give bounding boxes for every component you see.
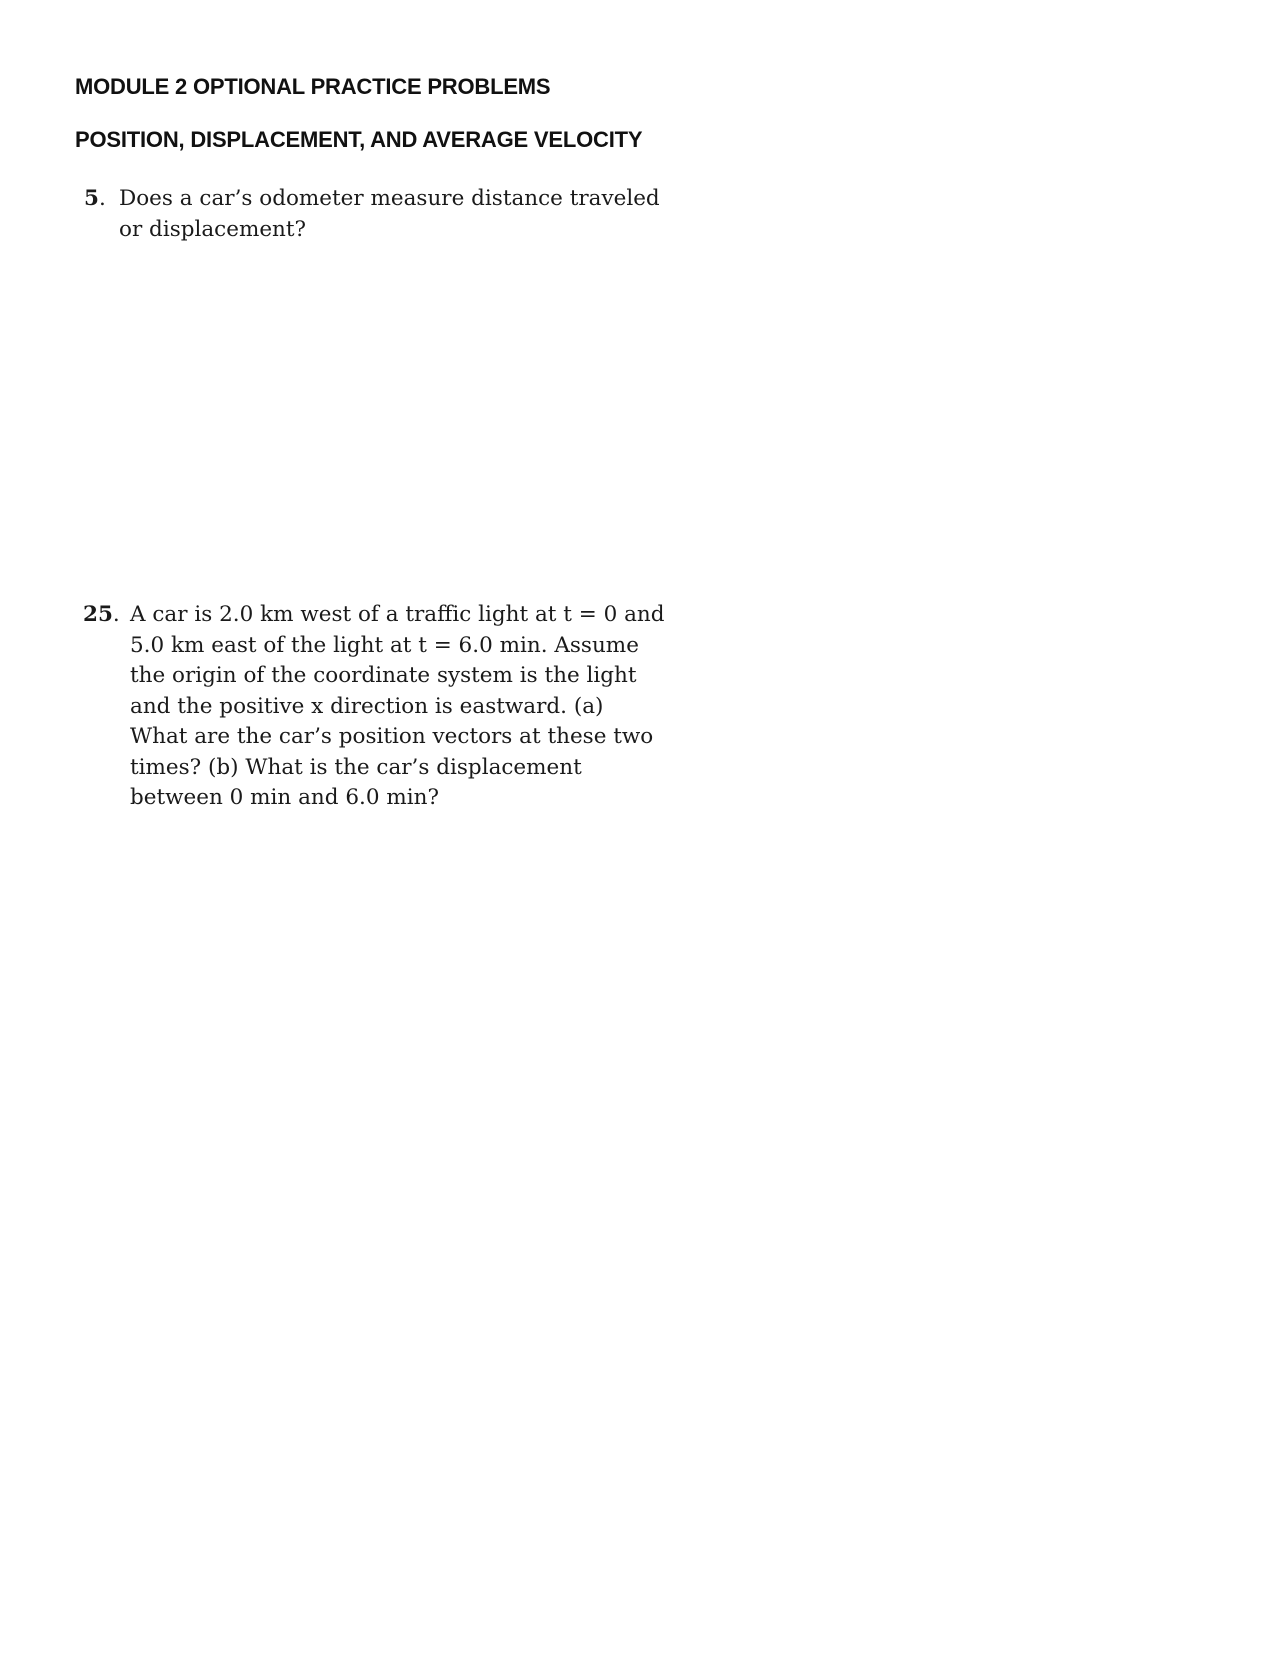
problem-line: 5.0 km east of the light at t = 6.0 min. Assume xyxy=(130,632,639,658)
problem-line: What are the car’s position vectors at these two xyxy=(130,724,654,749)
problem-line: and the positive x direction is eastward. (a) xyxy=(130,693,604,719)
problem-line: times? (b) What is the car’s displacement xyxy=(130,754,582,780)
problem-line: A car is 2.0 km west of a traffic light at t = 0 and xyxy=(130,602,665,627)
page-title: MODULE 2 OPTIONAL PRACTICE PROBLEMS xyxy=(75,74,551,99)
problem-line: Does a car’s odometer measure distance traveled xyxy=(119,186,660,211)
problem-text xyxy=(119,184,660,245)
problem-number: 5. xyxy=(84,186,106,211)
problem-line: or displacement? xyxy=(119,216,307,242)
problem-line: the origin of the coordinate system is the light xyxy=(130,663,637,688)
problem-number: 25. xyxy=(83,602,120,627)
section-heading: POSITION, DISPLACEMENT, AND AVERAGE VELOCITY xyxy=(75,127,643,152)
problem-line: between 0 min and 6.0 min? xyxy=(130,785,440,810)
problem-text xyxy=(130,600,665,814)
